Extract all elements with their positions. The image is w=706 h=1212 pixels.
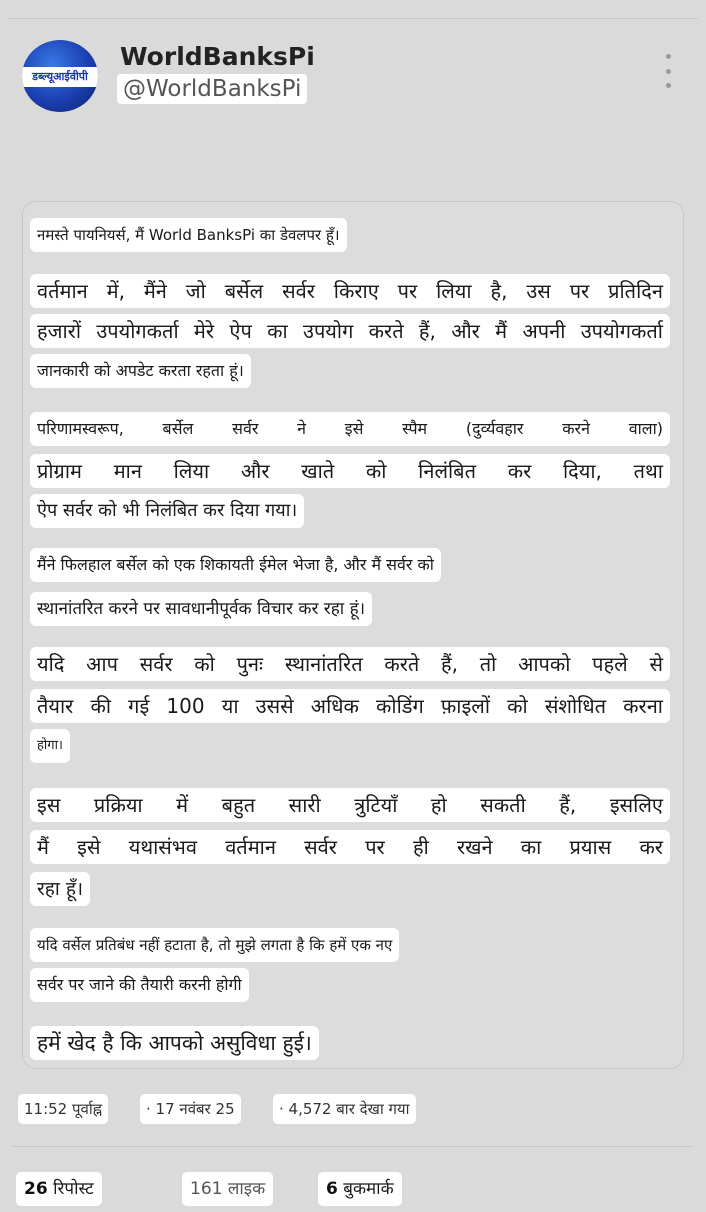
reposts-stat[interactable] — [16, 1172, 102, 1206]
more-options-icon[interactable] — [656, 54, 680, 88]
avatar[interactable] — [22, 40, 98, 112]
text-line: ऐप सर्वर को भी निलंबित कर दिया गया। — [30, 494, 304, 528]
text-line: तैयार की गई 100 या उससे अधिक कोडिंग फ़ाइलों को संशोधित करना — [30, 689, 670, 723]
text-line: हजारों उपयोगकर्ता मेरे ऐप का उपयोग करते हैं, और मैं अपनी उपयोगकर्ता — [30, 314, 670, 348]
bookmarks-count: 6 — [326, 1179, 338, 1199]
reposts-count: 26 — [24, 1179, 48, 1199]
text-line: होगा। — [30, 729, 70, 763]
post-time: 11:52 पूर्वाह्न — [18, 1094, 108, 1124]
text-line: रहा हूँ। — [30, 872, 90, 906]
text-line: प्रोग्राम मान लिया और खाते को निलंबित कर दिया, तथा — [30, 454, 670, 488]
top-divider — [8, 18, 698, 19]
text-line: मैंने फिलहाल बर्सेल को एक शिकायती ईमेल भेजा है, और मैं सर्वर को — [30, 548, 441, 582]
text-line: जानकारी को अपडेट करता रहता हूं। — [30, 354, 251, 388]
text-line: नमस्ते पायनियर्स, मैं World BanksPi का डेवलपर हूँ। — [30, 218, 347, 252]
text-line: यदि आप सर्वर को पुनः स्थानांतरित करते हैं, तो आपको पहले से — [30, 647, 670, 681]
text-line: मैं इसे यथासंभव वर्तमान सर्वर पर ही रखने का प्रयास कर — [30, 830, 670, 864]
text-line: यदि वर्सेल प्रतिबंध नहीं हटाता है, तो मुझे लगता है कि हमें एक नए — [30, 928, 399, 962]
bookmarks-stat[interactable] — [318, 1172, 402, 1206]
likes-stat[interactable]: 161 लाइक — [182, 1172, 273, 1206]
text-line: स्थानांतरित करने पर सावधानीपूर्वक विचार कर रहा हूं। — [30, 592, 372, 626]
author-name[interactable]: WorldBanksPi — [120, 42, 315, 71]
view-count[interactable]: · 4,572 बार देखा गया — [273, 1094, 416, 1124]
post-date[interactable]: · 17 नवंबर 25 — [140, 1094, 241, 1124]
reposts-label: रिपोस्ट — [53, 1179, 94, 1199]
text-line: सर्वर पर जाने की तैयारी करनी होगी — [30, 968, 249, 1002]
bookmarks-label: बुकमार्क — [343, 1179, 394, 1199]
author-handle[interactable]: @WorldBanksPi — [117, 74, 307, 104]
stats-divider — [12, 1146, 694, 1147]
text-line: हमें खेद है कि आपको असुविधा हुई। — [30, 1026, 319, 1060]
text-line: परिणामस्वरूप, बर्सेल सर्वर ने इसे स्पैम (दुर्व्यवहार करने वाला) — [30, 412, 670, 446]
avatar-label: डब्ल्यूआईवीपी — [22, 67, 98, 87]
text-line: इस प्रक्रिया में बहुत सारी त्रुटियाँ हो सकती हैं, इसलिए — [30, 788, 670, 822]
text-line: वर्तमान में, मैंने जो बर्सेल सर्वर किराए पर लिया है, उस पर प्रतिदिन — [30, 274, 670, 308]
